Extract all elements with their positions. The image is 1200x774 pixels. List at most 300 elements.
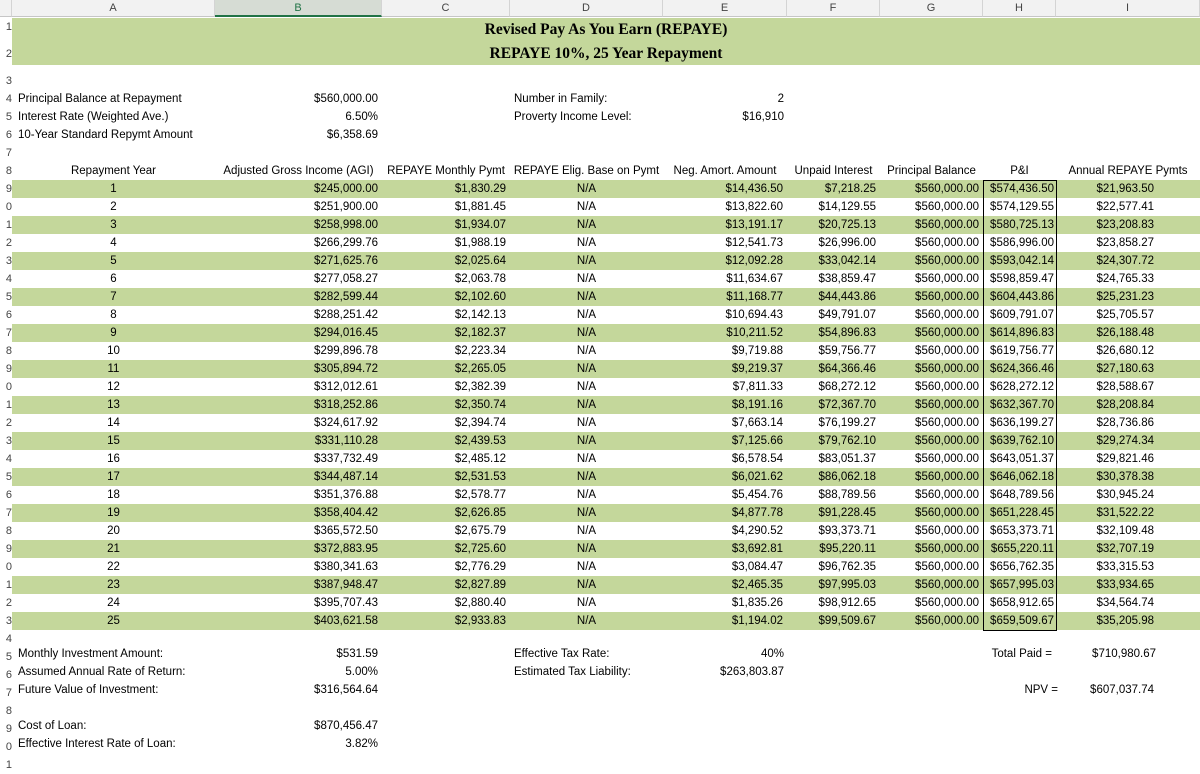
row-header[interactable]: 1 — [5, 399, 12, 411]
cell-annual-pymts[interactable]: $25,231.23 — [1096, 291, 1154, 303]
cell-pi[interactable]: $643,051.37 — [990, 453, 1054, 465]
cell-elig-base[interactable]: N/A — [576, 417, 597, 429]
cell-pi[interactable]: $586,996.00 — [990, 237, 1054, 249]
cell-neg-amort[interactable]: $7,125.66 — [731, 435, 783, 447]
row-header[interactable]: 7 — [5, 507, 12, 519]
cell-pi[interactable]: $659,509.67 — [990, 615, 1054, 627]
cell-pi[interactable]: $636,199.27 — [990, 417, 1054, 429]
cell-year[interactable]: 19 — [107, 507, 120, 519]
cell-year[interactable]: 15 — [107, 435, 120, 447]
cell-elig-base[interactable]: N/A — [576, 327, 597, 339]
cell-year[interactable]: 3 — [110, 219, 117, 231]
cell-unpaid-interest[interactable]: $68,272.12 — [818, 381, 876, 393]
cell-neg-amort[interactable]: $7,663.14 — [731, 417, 783, 429]
cell-annual-pymts[interactable]: $28,208.84 — [1096, 399, 1154, 411]
cell-agi[interactable]: $266,299.76 — [314, 237, 378, 249]
row-header[interactable]: 4 — [5, 93, 12, 105]
sheet-title: Revised Pay As You Earn (REPAYE) — [484, 21, 728, 38]
cell-monthly-pymt[interactable]: $2,531.53 — [454, 471, 506, 483]
select-all-corner[interactable] — [0, 0, 12, 17]
family-value[interactable]: 2 — [777, 93, 784, 105]
cell-neg-amort[interactable]: $6,578.54 — [731, 453, 783, 465]
row-header[interactable]: 8 — [5, 165, 12, 177]
row-header[interactable]: 8 — [5, 705, 12, 717]
cell-principal-balance[interactable]: $560,000.00 — [915, 417, 979, 429]
header-monthly-pymt: REPAYE Monthly Pymt — [387, 165, 505, 177]
cell-pi[interactable]: $646,062.18 — [990, 471, 1054, 483]
header-principal-balance: Principal Balance — [887, 165, 976, 177]
cell-elig-base[interactable]: N/A — [576, 615, 597, 627]
row-header[interactable]: 6 — [5, 309, 12, 321]
cell-neg-amort[interactable]: $8,191.16 — [731, 399, 783, 411]
cell-annual-pymts[interactable]: $30,378.38 — [1096, 471, 1154, 483]
cell-annual-pymts[interactable]: $32,109.48 — [1096, 525, 1154, 537]
cell-elig-base[interactable]: N/A — [576, 561, 597, 573]
cell-agi[interactable]: $305,894.72 — [314, 363, 378, 375]
sheet-subtitle: REPAYE 10%, 25 Year Repayment — [489, 45, 723, 62]
column-header-g[interactable]: G — [880, 0, 983, 17]
header-elig-base: REPAYE Elig. Base on Pymt — [513, 165, 660, 177]
cell-monthly-pymt[interactable]: $2,626.85 — [454, 507, 506, 519]
cell-annual-pymts[interactable]: $31,522.22 — [1096, 507, 1154, 519]
cell-neg-amort[interactable]: $9,719.88 — [731, 345, 783, 357]
cell-pi[interactable]: $604,443.86 — [990, 291, 1054, 303]
cell-agi[interactable]: $365,572.50 — [314, 525, 378, 537]
cell-elig-base[interactable]: N/A — [576, 345, 597, 357]
cell-neg-amort[interactable]: $4,877.78 — [731, 507, 783, 519]
cell-annual-pymts[interactable]: $21,963.50 — [1096, 183, 1154, 195]
cell-pi[interactable]: $657,995.03 — [990, 579, 1054, 591]
total-paid-value[interactable]: $710,980.67 — [1092, 648, 1156, 660]
monthly-investment-value[interactable]: $531.59 — [336, 648, 378, 660]
cell-year[interactable]: 20 — [107, 525, 120, 537]
tax-rate-value[interactable]: 40% — [760, 648, 784, 660]
row-header[interactable]: 6 — [5, 489, 12, 501]
cell-pi[interactable]: $609,791.07 — [990, 309, 1054, 321]
cell-agi[interactable]: $331,110.28 — [314, 435, 378, 447]
effective-rate-value[interactable]: 3.82% — [345, 738, 378, 750]
cell-pi[interactable]: $632,367.70 — [990, 399, 1054, 411]
npv-value[interactable]: $607,037.74 — [1090, 684, 1154, 696]
cell-annual-pymts[interactable]: $26,188.48 — [1096, 327, 1154, 339]
cell-principal-balance[interactable]: $560,000.00 — [915, 291, 979, 303]
effective-rate-label: Effective Interest Rate of Loan: — [18, 738, 176, 750]
cell-agi[interactable]: $403,621.58 — [314, 615, 378, 627]
cell-unpaid-interest[interactable]: $83,051.37 — [818, 453, 876, 465]
cell-elig-base[interactable]: N/A — [576, 255, 597, 267]
cell-annual-pymts[interactable]: $23,858.27 — [1096, 237, 1154, 249]
column-header-h[interactable]: H — [983, 0, 1056, 17]
cell-pi[interactable]: $614,896.83 — [990, 327, 1054, 339]
cell-principal-balance[interactable]: $560,000.00 — [915, 525, 979, 537]
cell-year[interactable]: 6 — [110, 273, 117, 285]
cell-neg-amort[interactable]: $12,092.28 — [725, 255, 783, 267]
cell-monthly-pymt[interactable]: $2,880.40 — [454, 597, 506, 609]
row-header[interactable]: 9 — [5, 363, 12, 375]
cell-annual-pymts[interactable]: $24,307.72 — [1096, 255, 1154, 267]
cell-neg-amort[interactable]: $1,194.02 — [731, 615, 783, 627]
cell-unpaid-interest[interactable]: $88,789.56 — [818, 489, 876, 501]
cell-neg-amort[interactable]: $2,465.35 — [731, 579, 783, 591]
row-header[interactable]: 6 — [5, 129, 12, 141]
cell-principal-balance[interactable]: $560,000.00 — [915, 453, 979, 465]
column-header-b[interactable]: B — [215, 0, 382, 17]
cell-pi[interactable]: $580,725.13 — [990, 219, 1054, 231]
cell-pi[interactable]: $574,129.55 — [990, 201, 1054, 213]
cell-annual-pymts[interactable]: $29,821.46 — [1096, 453, 1154, 465]
cell-unpaid-interest[interactable]: $98,912.65 — [818, 597, 876, 609]
cell-unpaid-interest[interactable]: $86,062.18 — [818, 471, 876, 483]
cell-elig-base[interactable]: N/A — [576, 597, 597, 609]
cell-pi[interactable]: $656,762.35 — [990, 561, 1054, 573]
cell-elig-base[interactable]: N/A — [576, 435, 597, 447]
cell-agi[interactable]: $251,900.00 — [314, 201, 378, 213]
cell-principal-balance[interactable]: $560,000.00 — [915, 471, 979, 483]
cell-neg-amort[interactable]: $3,084.47 — [731, 561, 783, 573]
cell-monthly-pymt[interactable]: $2,063.78 — [454, 273, 506, 285]
cell-unpaid-interest[interactable]: $97,995.03 — [818, 579, 876, 591]
cell-monthly-pymt[interactable]: $2,025.64 — [454, 255, 506, 267]
cell-agi[interactable]: $380,341.63 — [314, 561, 378, 573]
cell-neg-amort[interactable]: $6,021.62 — [731, 471, 783, 483]
cell-year[interactable]: 25 — [107, 615, 120, 627]
cell-annual-pymts[interactable]: $24,765.33 — [1096, 273, 1154, 285]
cell-year[interactable]: 21 — [107, 543, 120, 555]
cell-elig-base[interactable]: N/A — [576, 237, 597, 249]
future-value-value[interactable]: $316,564.64 — [314, 684, 378, 696]
row-header[interactable]: 1 — [5, 579, 12, 591]
cell-neg-amort[interactable]: $10,694.43 — [725, 309, 783, 321]
cell-monthly-pymt[interactable]: $2,933.83 — [454, 615, 506, 627]
cell-unpaid-interest[interactable]: $76,199.27 — [818, 417, 876, 429]
cell-agi[interactable]: $277,058.27 — [314, 273, 378, 285]
row-header[interactable]: 5 — [5, 291, 12, 303]
cell-principal-balance[interactable]: $560,000.00 — [915, 273, 979, 285]
cell-unpaid-interest[interactable]: $44,443.86 — [818, 291, 876, 303]
cell-year[interactable]: 22 — [107, 561, 120, 573]
column-header-e[interactable]: E — [663, 0, 787, 17]
cell-pi[interactable]: $651,228.45 — [990, 507, 1054, 519]
cell-monthly-pymt[interactable]: $2,675.79 — [454, 525, 506, 537]
cell-unpaid-interest[interactable]: $59,756.77 — [818, 345, 876, 357]
row-header[interactable]: 0 — [5, 561, 12, 573]
cell-annual-pymts[interactable]: $26,680.12 — [1096, 345, 1154, 357]
cell-elig-base[interactable]: N/A — [576, 399, 597, 411]
pi-column-border — [983, 180, 1057, 631]
cell-monthly-pymt[interactable]: $1,934.07 — [454, 219, 506, 231]
cell-year[interactable]: 14 — [107, 417, 120, 429]
cell-monthly-pymt[interactable]: $2,102.60 — [454, 291, 506, 303]
cell-elig-base[interactable]: N/A — [576, 273, 597, 285]
cell-monthly-pymt[interactable]: $2,439.53 — [454, 435, 506, 447]
cell-monthly-pymt[interactable]: $1,988.19 — [454, 237, 506, 249]
tax-liability-label: Estimated Tax Liability: — [514, 666, 631, 678]
cell-monthly-pymt[interactable]: $2,578.77 — [454, 489, 506, 501]
cell-pi[interactable]: $648,789.56 — [990, 489, 1054, 501]
cost-of-loan-value[interactable]: $870,456.47 — [314, 720, 378, 732]
cell-neg-amort[interactable]: $14,436.50 — [725, 183, 783, 195]
cell-elig-base[interactable]: N/A — [576, 309, 597, 321]
column-header-c[interactable]: C — [382, 0, 510, 17]
cell-unpaid-interest[interactable]: $7,218.25 — [824, 183, 876, 195]
cell-monthly-pymt[interactable]: $2,350.74 — [454, 399, 506, 411]
cell-year[interactable]: 2 — [110, 201, 117, 213]
row-header[interactable]: 1 — [5, 219, 12, 231]
cell-principal-balance[interactable]: $560,000.00 — [915, 489, 979, 501]
cell-year[interactable]: 5 — [110, 255, 117, 267]
cell-annual-pymts[interactable]: $33,315.53 — [1096, 561, 1154, 573]
row-header[interactable]: 1 — [5, 759, 12, 771]
row-header[interactable]: 9 — [5, 723, 12, 735]
cell-principal-balance[interactable]: $560,000.00 — [915, 561, 979, 573]
cell-pi[interactable]: $628,272.12 — [990, 381, 1054, 393]
cell-monthly-pymt[interactable]: $2,827.89 — [454, 579, 506, 591]
rate-value[interactable]: 6.50% — [345, 111, 378, 123]
cell-elig-base[interactable]: N/A — [576, 453, 597, 465]
cell-monthly-pymt[interactable]: $1,830.29 — [454, 183, 506, 195]
cell-neg-amort[interactable]: $10,211.52 — [726, 327, 783, 339]
row-header[interactable]: 3 — [5, 615, 12, 627]
cell-agi[interactable]: $299,896.78 — [314, 345, 378, 357]
cell-elig-base[interactable]: N/A — [576, 471, 597, 483]
cell-elig-base[interactable]: N/A — [576, 525, 597, 537]
cell-unpaid-interest[interactable]: $79,762.10 — [818, 435, 876, 447]
poverty-value[interactable]: $16,910 — [742, 111, 784, 123]
principal-value[interactable]: $560,000.00 — [314, 93, 378, 105]
cell-neg-amort[interactable]: $4,290.52 — [731, 525, 783, 537]
column-header-i[interactable]: I — [1056, 0, 1200, 17]
cell-unpaid-interest[interactable]: $14,129.55 — [818, 201, 876, 213]
row-header[interactable]: 7 — [5, 147, 12, 159]
row-header[interactable]: 5 — [5, 471, 12, 483]
cell-year[interactable]: 8 — [110, 309, 117, 321]
cell-agi[interactable]: $294,016.45 — [314, 327, 378, 339]
row-header[interactable]: 7 — [5, 687, 12, 699]
cell-principal-balance[interactable]: $560,000.00 — [915, 201, 979, 213]
row-header[interactable]: 9 — [5, 543, 12, 555]
cell-monthly-pymt[interactable]: $2,382.39 — [454, 381, 506, 393]
cell-principal-balance[interactable]: $560,000.00 — [915, 219, 979, 231]
row-header[interactable]: 0 — [5, 741, 12, 753]
row-header[interactable]: 2 — [5, 597, 12, 609]
cell-elig-base[interactable]: N/A — [576, 183, 597, 195]
cell-agi[interactable]: $312,012.61 — [314, 381, 378, 393]
cell-principal-balance[interactable]: $560,000.00 — [915, 309, 979, 321]
cell-pi[interactable]: $624,366.46 — [990, 363, 1054, 375]
row-header[interactable]: 4 — [5, 273, 12, 285]
row-header[interactable]: 2 — [5, 48, 12, 60]
cell-year[interactable]: 12 — [107, 381, 120, 393]
cell-annual-pymts[interactable]: $32,707.19 — [1096, 543, 1154, 555]
row-header[interactable]: 1 — [5, 21, 12, 33]
row-header[interactable]: 3 — [5, 435, 12, 447]
cell-unpaid-interest[interactable]: $95,220.11 — [819, 543, 876, 555]
cell-pi[interactable]: $639,762.10 — [990, 435, 1054, 447]
cell-elig-base[interactable]: N/A — [576, 201, 597, 213]
cell-agi[interactable]: $395,707.43 — [314, 597, 378, 609]
row-header[interactable]: 3 — [5, 75, 12, 87]
row-header[interactable]: 4 — [5, 633, 12, 645]
cell-agi[interactable]: $282,599.44 — [314, 291, 378, 303]
row-header[interactable]: 0 — [5, 381, 12, 393]
cell-neg-amort[interactable]: $11,168.77 — [726, 291, 783, 303]
cell-monthly-pymt[interactable]: $2,182.37 — [454, 327, 506, 339]
cell-pi[interactable]: $619,756.77 — [990, 345, 1054, 357]
column-header-a[interactable]: A — [12, 0, 215, 17]
cell-agi[interactable]: $337,732.49 — [314, 453, 378, 465]
row-header[interactable]: 7 — [5, 327, 12, 339]
cell-principal-balance[interactable]: $560,000.00 — [915, 507, 979, 519]
cell-year[interactable]: 1 — [110, 183, 117, 195]
cell-neg-amort[interactable]: $9,219.37 — [731, 363, 783, 375]
cell-annual-pymts[interactable]: $22,577.41 — [1096, 201, 1154, 213]
cell-year[interactable]: 9 — [110, 327, 117, 339]
cell-neg-amort[interactable]: $3,692.81 — [731, 543, 783, 555]
cell-annual-pymts[interactable]: $30,945.24 — [1096, 489, 1154, 501]
cell-annual-pymts[interactable]: $28,588.67 — [1096, 381, 1154, 393]
cell-principal-balance[interactable]: $560,000.00 — [915, 399, 979, 411]
cell-unpaid-interest[interactable]: $26,996.00 — [818, 237, 876, 249]
cell-pi[interactable]: $653,373.71 — [990, 525, 1054, 537]
column-header-f[interactable]: F — [787, 0, 880, 17]
cell-unpaid-interest[interactable]: $54,896.83 — [818, 327, 876, 339]
cell-monthly-pymt[interactable]: $2,142.13 — [454, 309, 506, 321]
cell-neg-amort[interactable]: $1,835.26 — [731, 597, 783, 609]
row-header[interactable]: 2 — [5, 417, 12, 429]
cell-principal-balance[interactable]: $560,000.00 — [915, 363, 979, 375]
column-header-d[interactable]: D — [510, 0, 663, 17]
cell-elig-base[interactable]: N/A — [576, 291, 597, 303]
cell-unpaid-interest[interactable]: $99,509.67 — [818, 615, 876, 627]
cell-monthly-pymt[interactable]: $2,725.60 — [454, 543, 506, 555]
cell-year[interactable]: 24 — [107, 597, 120, 609]
cell-unpaid-interest[interactable]: $96,762.35 — [818, 561, 876, 573]
std-repayment-value[interactable]: $6,358.69 — [326, 129, 378, 141]
cell-year[interactable]: 7 — [110, 291, 117, 303]
cell-elig-base[interactable]: N/A — [576, 489, 597, 501]
cell-principal-balance[interactable]: $560,000.00 — [915, 615, 979, 627]
cell-year[interactable]: 18 — [107, 489, 120, 501]
row-header[interactable]: 9 — [5, 183, 12, 195]
cell-monthly-pymt[interactable]: $2,776.29 — [454, 561, 506, 573]
cell-agi[interactable]: $288,251.42 — [314, 309, 378, 321]
cell-principal-balance[interactable]: $560,000.00 — [915, 435, 979, 447]
annual-return-value[interactable]: 5.00% — [345, 666, 378, 678]
cell-unpaid-interest[interactable]: $33,042.14 — [818, 255, 876, 267]
cell-agi[interactable]: $358,404.42 — [314, 507, 378, 519]
cell-neg-amort[interactable]: $13,191.17 — [725, 219, 783, 231]
cell-principal-balance[interactable]: $560,000.00 — [915, 237, 979, 249]
row-header[interactable]: 2 — [5, 237, 12, 249]
cell-monthly-pymt[interactable]: $2,394.74 — [454, 417, 506, 429]
cell-year[interactable]: 13 — [107, 399, 120, 411]
cell-principal-balance[interactable]: $560,000.00 — [915, 183, 979, 195]
cell-agi[interactable]: $258,998.00 — [314, 219, 378, 231]
cell-year[interactable]: 4 — [110, 237, 117, 249]
cell-pi[interactable]: $598,859.47 — [990, 273, 1054, 285]
cell-agi[interactable]: $351,376.88 — [314, 489, 378, 501]
cell-monthly-pymt[interactable]: $2,223.34 — [454, 345, 506, 357]
cell-agi[interactable]: $245,000.00 — [314, 183, 378, 195]
cell-unpaid-interest[interactable]: $64,366.46 — [818, 363, 876, 375]
cell-annual-pymts[interactable]: $35,205.98 — [1096, 615, 1154, 627]
cell-principal-balance[interactable]: $560,000.00 — [915, 345, 979, 357]
cell-annual-pymts[interactable]: $25,705.57 — [1096, 309, 1154, 321]
cell-elig-base[interactable]: N/A — [576, 381, 597, 393]
cell-annual-pymts[interactable]: $29,274.34 — [1096, 435, 1154, 447]
cell-unpaid-interest[interactable]: $20,725.13 — [818, 219, 876, 231]
cell-principal-balance[interactable]: $560,000.00 — [915, 543, 979, 555]
cell-principal-balance[interactable]: $560,000.00 — [915, 327, 979, 339]
cell-monthly-pymt[interactable]: $2,485.12 — [454, 453, 506, 465]
cell-principal-balance[interactable]: $560,000.00 — [915, 255, 979, 267]
cell-annual-pymts[interactable]: $28,736.86 — [1096, 417, 1154, 429]
cell-neg-amort[interactable]: $13,822.60 — [725, 201, 783, 213]
row-header[interactable]: 3 — [5, 255, 12, 267]
cell-neg-amort[interactable]: $5,454.76 — [731, 489, 783, 501]
cell-principal-balance[interactable]: $560,000.00 — [915, 597, 979, 609]
cell-agi[interactable]: $372,883.95 — [314, 543, 378, 555]
cell-annual-pymts[interactable]: $23,208.83 — [1096, 219, 1154, 231]
cell-unpaid-interest[interactable]: $93,373.71 — [818, 525, 876, 537]
cell-pi[interactable]: $658,912.65 — [990, 597, 1054, 609]
cell-neg-amort[interactable]: $7,811.33 — [732, 381, 783, 393]
cell-principal-balance[interactable]: $560,000.00 — [915, 381, 979, 393]
cell-year[interactable]: 11 — [107, 363, 120, 375]
row-header[interactable]: 5 — [5, 111, 12, 123]
cell-unpaid-interest[interactable]: $38,859.47 — [818, 273, 876, 285]
cell-annual-pymts[interactable]: $33,934.65 — [1096, 579, 1154, 591]
cell-unpaid-interest[interactable]: $91,228.45 — [818, 507, 876, 519]
cell-principal-balance[interactable]: $560,000.00 — [915, 579, 979, 591]
cell-agi[interactable]: $344,487.14 — [314, 471, 378, 483]
row-header[interactable]: 6 — [5, 669, 12, 681]
row-header[interactable]: 0 — [5, 201, 12, 213]
cell-annual-pymts[interactable]: $34,564.74 — [1096, 597, 1154, 609]
cell-year[interactable]: 23 — [107, 579, 120, 591]
principal-label: Principal Balance at Repayment — [18, 93, 182, 105]
cell-neg-amort[interactable]: $11,634.67 — [726, 273, 783, 285]
row-header[interactable]: 5 — [5, 651, 12, 663]
poverty-label: Proverty Income Level: — [514, 111, 632, 123]
cell-year[interactable]: 17 — [107, 471, 120, 483]
cell-pi[interactable]: $655,220.11 — [990, 543, 1054, 555]
cell-monthly-pymt[interactable]: $2,265.05 — [454, 363, 506, 375]
row-header[interactable]: 4 — [5, 453, 12, 465]
row-header[interactable]: 8 — [5, 345, 12, 357]
cell-agi[interactable]: $387,948.47 — [314, 579, 378, 591]
cell-elig-base[interactable]: N/A — [576, 363, 597, 375]
cell-annual-pymts[interactable]: $27,180.63 — [1096, 363, 1154, 375]
cell-elig-base[interactable]: N/A — [576, 219, 597, 231]
cell-pi[interactable]: $574,436.50 — [990, 183, 1054, 195]
cell-agi[interactable]: $318,252.86 — [314, 399, 378, 411]
cell-unpaid-interest[interactable]: $49,791.07 — [818, 309, 876, 321]
cell-year[interactable]: 16 — [107, 453, 120, 465]
tax-liability-value[interactable]: $263,803.87 — [720, 666, 784, 678]
cell-neg-amort[interactable]: $12,541.73 — [725, 237, 783, 249]
cell-elig-base[interactable]: N/A — [576, 507, 597, 519]
cell-year[interactable]: 10 — [107, 345, 120, 357]
cell-elig-base[interactable]: N/A — [576, 579, 597, 591]
cell-unpaid-interest[interactable]: $72,367.70 — [818, 399, 876, 411]
cell-monthly-pymt[interactable]: $1,881.45 — [454, 201, 506, 213]
cell-agi[interactable]: $271,625.76 — [314, 255, 378, 267]
cell-elig-base[interactable]: N/A — [576, 543, 597, 555]
cell-pi[interactable]: $593,042.14 — [990, 255, 1054, 267]
cell-agi[interactable]: $324,617.92 — [314, 417, 378, 429]
row-header[interactable]: 8 — [5, 525, 12, 537]
